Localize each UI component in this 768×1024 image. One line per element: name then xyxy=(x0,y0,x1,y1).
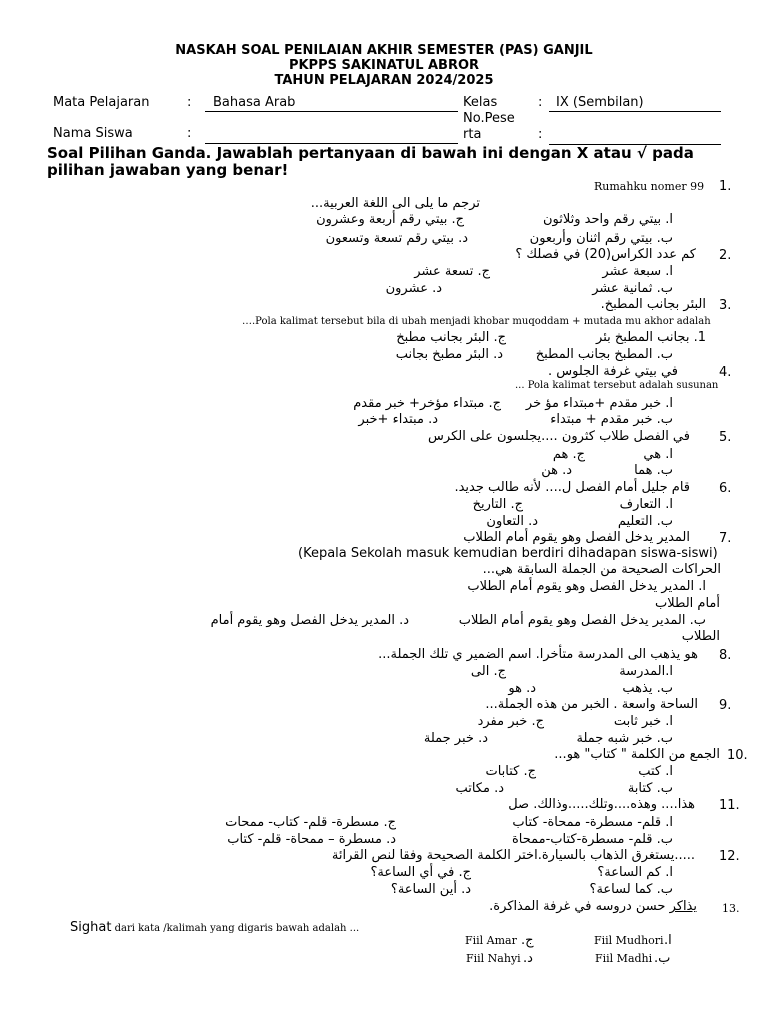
nopes-label: No.Pese xyxy=(463,111,515,126)
option-d: د. أين الساعة؟ xyxy=(390,882,471,897)
mapel-colon: : xyxy=(187,95,192,110)
option-a-letter: ا. xyxy=(664,933,672,948)
question-prompt: الجمع من الكلمة " كتاب" هو... xyxy=(554,747,720,762)
nama-field[interactable] xyxy=(205,129,458,144)
question-number: 12. xyxy=(719,849,740,864)
option-d: د. مكاتب xyxy=(455,781,504,796)
question-prompt: هو يذهب الى المدرسة متأخرا. اسم الضمير ي تلك الجملة... xyxy=(378,647,698,662)
nopes-label-cont: rta xyxy=(463,127,482,142)
option-d: د. مسطرة – ممحاة- قلم- كتاب xyxy=(227,832,396,847)
option-a: ا. التعارف xyxy=(619,497,673,512)
option-c-letter: ج. xyxy=(521,933,534,948)
option-b: ب. كما لساعة؟ xyxy=(589,882,673,897)
question-prompt: البئر بجانب المطبخ. xyxy=(600,297,706,312)
academic-year: TAHUN PELAJARAN 2024/2025 xyxy=(274,73,494,88)
option-d-letter: د. xyxy=(523,951,533,966)
option-b: ب. هما xyxy=(634,463,673,478)
option-d: د. هن xyxy=(541,463,572,478)
option-a: ا. سبعة عشر xyxy=(602,264,673,279)
question-number: 5. xyxy=(719,430,732,445)
question-prompt: في الفصل طلاب كثرون ....يجلسون على الكرس xyxy=(428,429,690,444)
option-a: Fiil Mudhori xyxy=(594,934,664,947)
question-number: 4. xyxy=(719,365,732,380)
question-number: 11. xyxy=(719,798,740,813)
question-prompt: قام جليل أمام الفصل ل.... لأنه طالب جديد. xyxy=(454,480,690,495)
mapel-value: Bahasa Arab xyxy=(213,95,296,110)
question-prompt: المدير يدخل الفصل وهو يقوم أمام الطلاب xyxy=(463,530,690,545)
option-a: 1. بجانب المطبخ بئر xyxy=(596,330,706,345)
question-sub: ترجم ما يلى الى اللغة العربية... xyxy=(310,196,480,211)
option-b: Fiil Madhi xyxy=(595,952,653,965)
option-d: د. المدير يدخل الفصل وهو يقوم أمام xyxy=(210,613,409,628)
option-c: ج. مسطرة- قلم- كتاب- ممحات xyxy=(225,815,396,830)
option-b-letter: ب. xyxy=(654,951,671,966)
instruction-line2: pilihan jawaban yang benar! xyxy=(47,161,289,179)
option-d: د. البئر مطبخ بجانب xyxy=(395,347,503,362)
question-prompt: .....يستغرق الذهاب بالسيارة.اختر الكلمة الصحيحة وفقا لنص القرائة xyxy=(331,848,695,863)
instruction-line1: Soal Pilihan Ganda. Jawablah pertanyaan di bawah ini dengan X atau √ pada xyxy=(47,144,694,162)
mapel-label: Mata Pelajaran xyxy=(53,95,150,110)
option-a: ا. هي xyxy=(643,447,673,462)
option-b: ب. كتابة xyxy=(627,781,673,796)
nama-colon: : xyxy=(187,126,192,141)
question-number: 7. xyxy=(719,531,732,546)
option-c: ج. خبر مفرد xyxy=(477,714,544,729)
option-d: د. هو xyxy=(508,681,536,696)
option-b: ب. قلم- مسطرة-كتاب-ممحاة xyxy=(511,832,673,847)
question-number: 1. xyxy=(719,179,732,194)
option-c: ج. كتابات xyxy=(485,764,536,779)
option-c: ج. بيتي رقم أربعة وعشرون xyxy=(316,212,464,227)
school-name: PKPPS SAKINATUL ABROR xyxy=(288,58,480,73)
option-b: ب. خبر مقدم + مبتداء xyxy=(550,412,673,427)
option-c: Fiil Amar xyxy=(465,934,517,947)
question-number: 2. xyxy=(719,248,732,263)
nama-label: Nama Siswa xyxy=(53,126,133,141)
question-sub-lead: Sighat xyxy=(70,920,112,935)
question-prompt: الساحة واسعة . الخبر من هذه الجملة... xyxy=(485,697,698,712)
option-c: ج. هم xyxy=(552,447,585,462)
nopes-field[interactable] xyxy=(549,130,721,145)
option-c: ج. التاريخ xyxy=(472,497,523,512)
option-b: ب. المطبخ بجانب المطبخ xyxy=(535,347,673,362)
question-number: 6. xyxy=(719,481,732,496)
option-d: د. خبر جملة xyxy=(423,731,488,746)
doc-title: NASKAH SOAL PENILAIAN AKHIR SEMESTER (PAS) GANJIL xyxy=(175,43,593,58)
underlined-word: يذاكر xyxy=(669,899,697,914)
question-sub-rest: dari kata /kalimah yang digaris bawah adalah ... xyxy=(111,923,360,934)
question-number: 9. xyxy=(719,698,732,713)
question-sub: ... Pola kalimat tersebut adalah susunan xyxy=(515,380,719,391)
kelas-underline xyxy=(549,97,721,112)
question-translation: (Kepala Sekolah masuk kemudian berdiri dihadapan siswa-siswi) xyxy=(298,546,718,561)
option-d: د. عشرون xyxy=(385,281,442,296)
kelas-label: Kelas xyxy=(463,95,498,110)
question-sub: ….Pola kalimat tersebut bila di ubah menjadi khobar muqoddam + mutada mu akhor adalah xyxy=(242,316,711,327)
question-sub xyxy=(70,916,359,935)
option-a: ا. كم الساعة؟ xyxy=(597,865,673,880)
option-d: د. بيتي رقم تسعة وتسعون xyxy=(325,231,468,246)
option-c: ج. تسعة عشر xyxy=(414,264,490,279)
question-number: 13. xyxy=(722,902,740,915)
option-a: ا. كتب xyxy=(638,764,673,779)
question-prompt: كم عدد الكراس(20) في فصلك ؟ xyxy=(515,247,696,262)
question-sub: الحراكات الصحيحة من الجملة السابقة هي... xyxy=(482,562,721,577)
option-a: ا.المدرسة xyxy=(619,664,673,679)
option-b: ب. المدير يدخل الفصل وهو يقوم أمام الطلاب xyxy=(458,613,706,628)
option-a: ا. خبر مقدم +مبتداء مؤ خر xyxy=(525,396,673,411)
option-b: ب. التعليم xyxy=(617,514,673,529)
option-a: ا. قلم- مسطرة- ممحاة- كتاب xyxy=(512,815,673,830)
option-b: ب. ثمانية عشر xyxy=(592,281,673,296)
option-d-cont: الطلاب xyxy=(681,629,720,644)
question-prompt-rest: حسن دروسه في غرفة المذاكرة. xyxy=(489,899,670,914)
option-b: ب. بيتي رقم اثنان وأربعون xyxy=(529,231,673,246)
kelas-value: IX (Sembilan) xyxy=(556,95,644,110)
question-number: 10. xyxy=(727,748,748,763)
option-d: د. التعاون xyxy=(486,514,538,529)
question-number: 8. xyxy=(719,648,732,663)
option-c: ج. الى xyxy=(470,664,506,679)
option-d: Fiil Nahyi xyxy=(466,952,521,965)
option-b: ب. خبر شبه جملة xyxy=(576,731,673,746)
option-c-cont: أمام الطلاب xyxy=(655,596,720,611)
question-number: 3. xyxy=(719,298,732,313)
question-prompt: في بيتي غرفة الجلوس . xyxy=(547,364,678,379)
question-prompt: Rumahku nomer 99 xyxy=(594,180,705,193)
option-b: ب. يذهب xyxy=(622,681,673,696)
question-prompt: هذا.... وهذه....وتلك.....وذالك. صل xyxy=(508,797,695,812)
option-c: ج. في أي الساعة؟ xyxy=(370,865,471,880)
option-d: د. مبتداء +خبر xyxy=(358,412,438,427)
option-c: ج. البئر بجانب مطبخ xyxy=(396,330,506,345)
question-prompt xyxy=(489,899,697,914)
option-a: ا. خبر ثابت xyxy=(613,714,673,729)
option-a: ا. المدير يدخل الفصل وهو يقوم أمام الطلاب xyxy=(467,579,706,594)
nopes-colon: : xyxy=(538,127,543,142)
mapel-underline xyxy=(205,97,458,112)
option-c: ج. مبتداء مؤخر+ خبر مقدم xyxy=(353,396,501,411)
kelas-colon: : xyxy=(538,95,543,110)
option-a: ا. بيتي رقم واحد وثلاثون xyxy=(543,212,673,227)
